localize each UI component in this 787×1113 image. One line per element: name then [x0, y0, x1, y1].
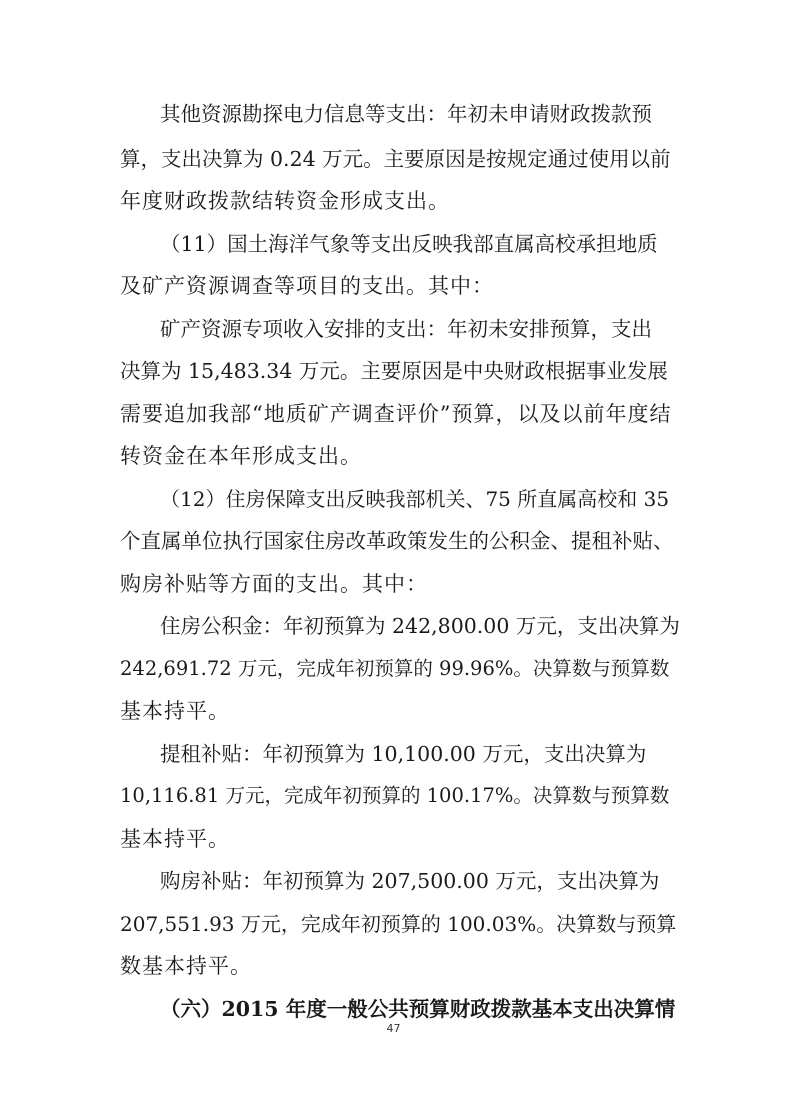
paragraph-line: 矿产资源专项收入安排的支出：年初未安排预算，支出	[160, 317, 652, 341]
paragraph-line: 个直属单位执行国家住房改革政策发生的公积金、提租补贴、	[120, 529, 674, 553]
section-heading-6: （六）2015 年度一般公共预算财政拨款基本支出决算情	[160, 997, 676, 1021]
paragraph-line: 基本持平。	[120, 699, 230, 723]
paragraph-line: 购房补贴：年初预算为 207,500.00 万元，支出决算为	[160, 869, 660, 893]
paragraph-line: 及矿产资源调查等项目的支出。其中：	[120, 274, 494, 298]
paragraph-line: 207,551.93 万元，完成年初预算的 100.03%。决算数与预算	[120, 912, 677, 936]
paragraph-line: 基本持平。	[120, 827, 230, 851]
section-heading-11: （11）国土海洋气象等支出反映我部直属高校承担地质	[160, 232, 658, 256]
paragraph-line: 242,691.72 万元，完成年初预算的 99.96%。决算数与预算数	[120, 657, 670, 680]
paragraph-line: 转资金在本年形成支出。	[120, 444, 362, 468]
paragraph-line: 需要追加我部“地质矿产调查评价”预算，以及以前年度结	[120, 402, 672, 426]
section-heading-12: （12）住房保障支出反映我部机关、75 所直属高校和 35	[160, 487, 670, 511]
paragraph-line: 购房补贴等方面的支出。其中：	[120, 572, 428, 596]
paragraph-line: 算，支出决算为 0.24 万元。主要原因是按规定通过使用以前	[120, 147, 671, 171]
paragraph-line: 10,116.81 万元，完成年初预算的 100.17%。决算数与预算数	[120, 784, 670, 807]
page-number: 47	[386, 1022, 401, 1035]
paragraph-line: 数基本持平。	[120, 954, 252, 978]
paragraph-line: 提租补贴：年初预算为 10,100.00 万元，支出决算为	[160, 742, 647, 766]
paragraph-line: 其他资源勘探电力信息等支出：年初未申请财政拨款预	[160, 102, 652, 126]
paragraph-line: 住房公积金：年初预算为 242,800.00 万元，支出决算为	[160, 614, 680, 638]
paragraph-line: 年度财政拨款结转资金形成支出。	[120, 189, 450, 213]
paragraph-line: 决算为 15,483.34 万元。主要原因是中央财政根据事业发展	[120, 359, 668, 383]
